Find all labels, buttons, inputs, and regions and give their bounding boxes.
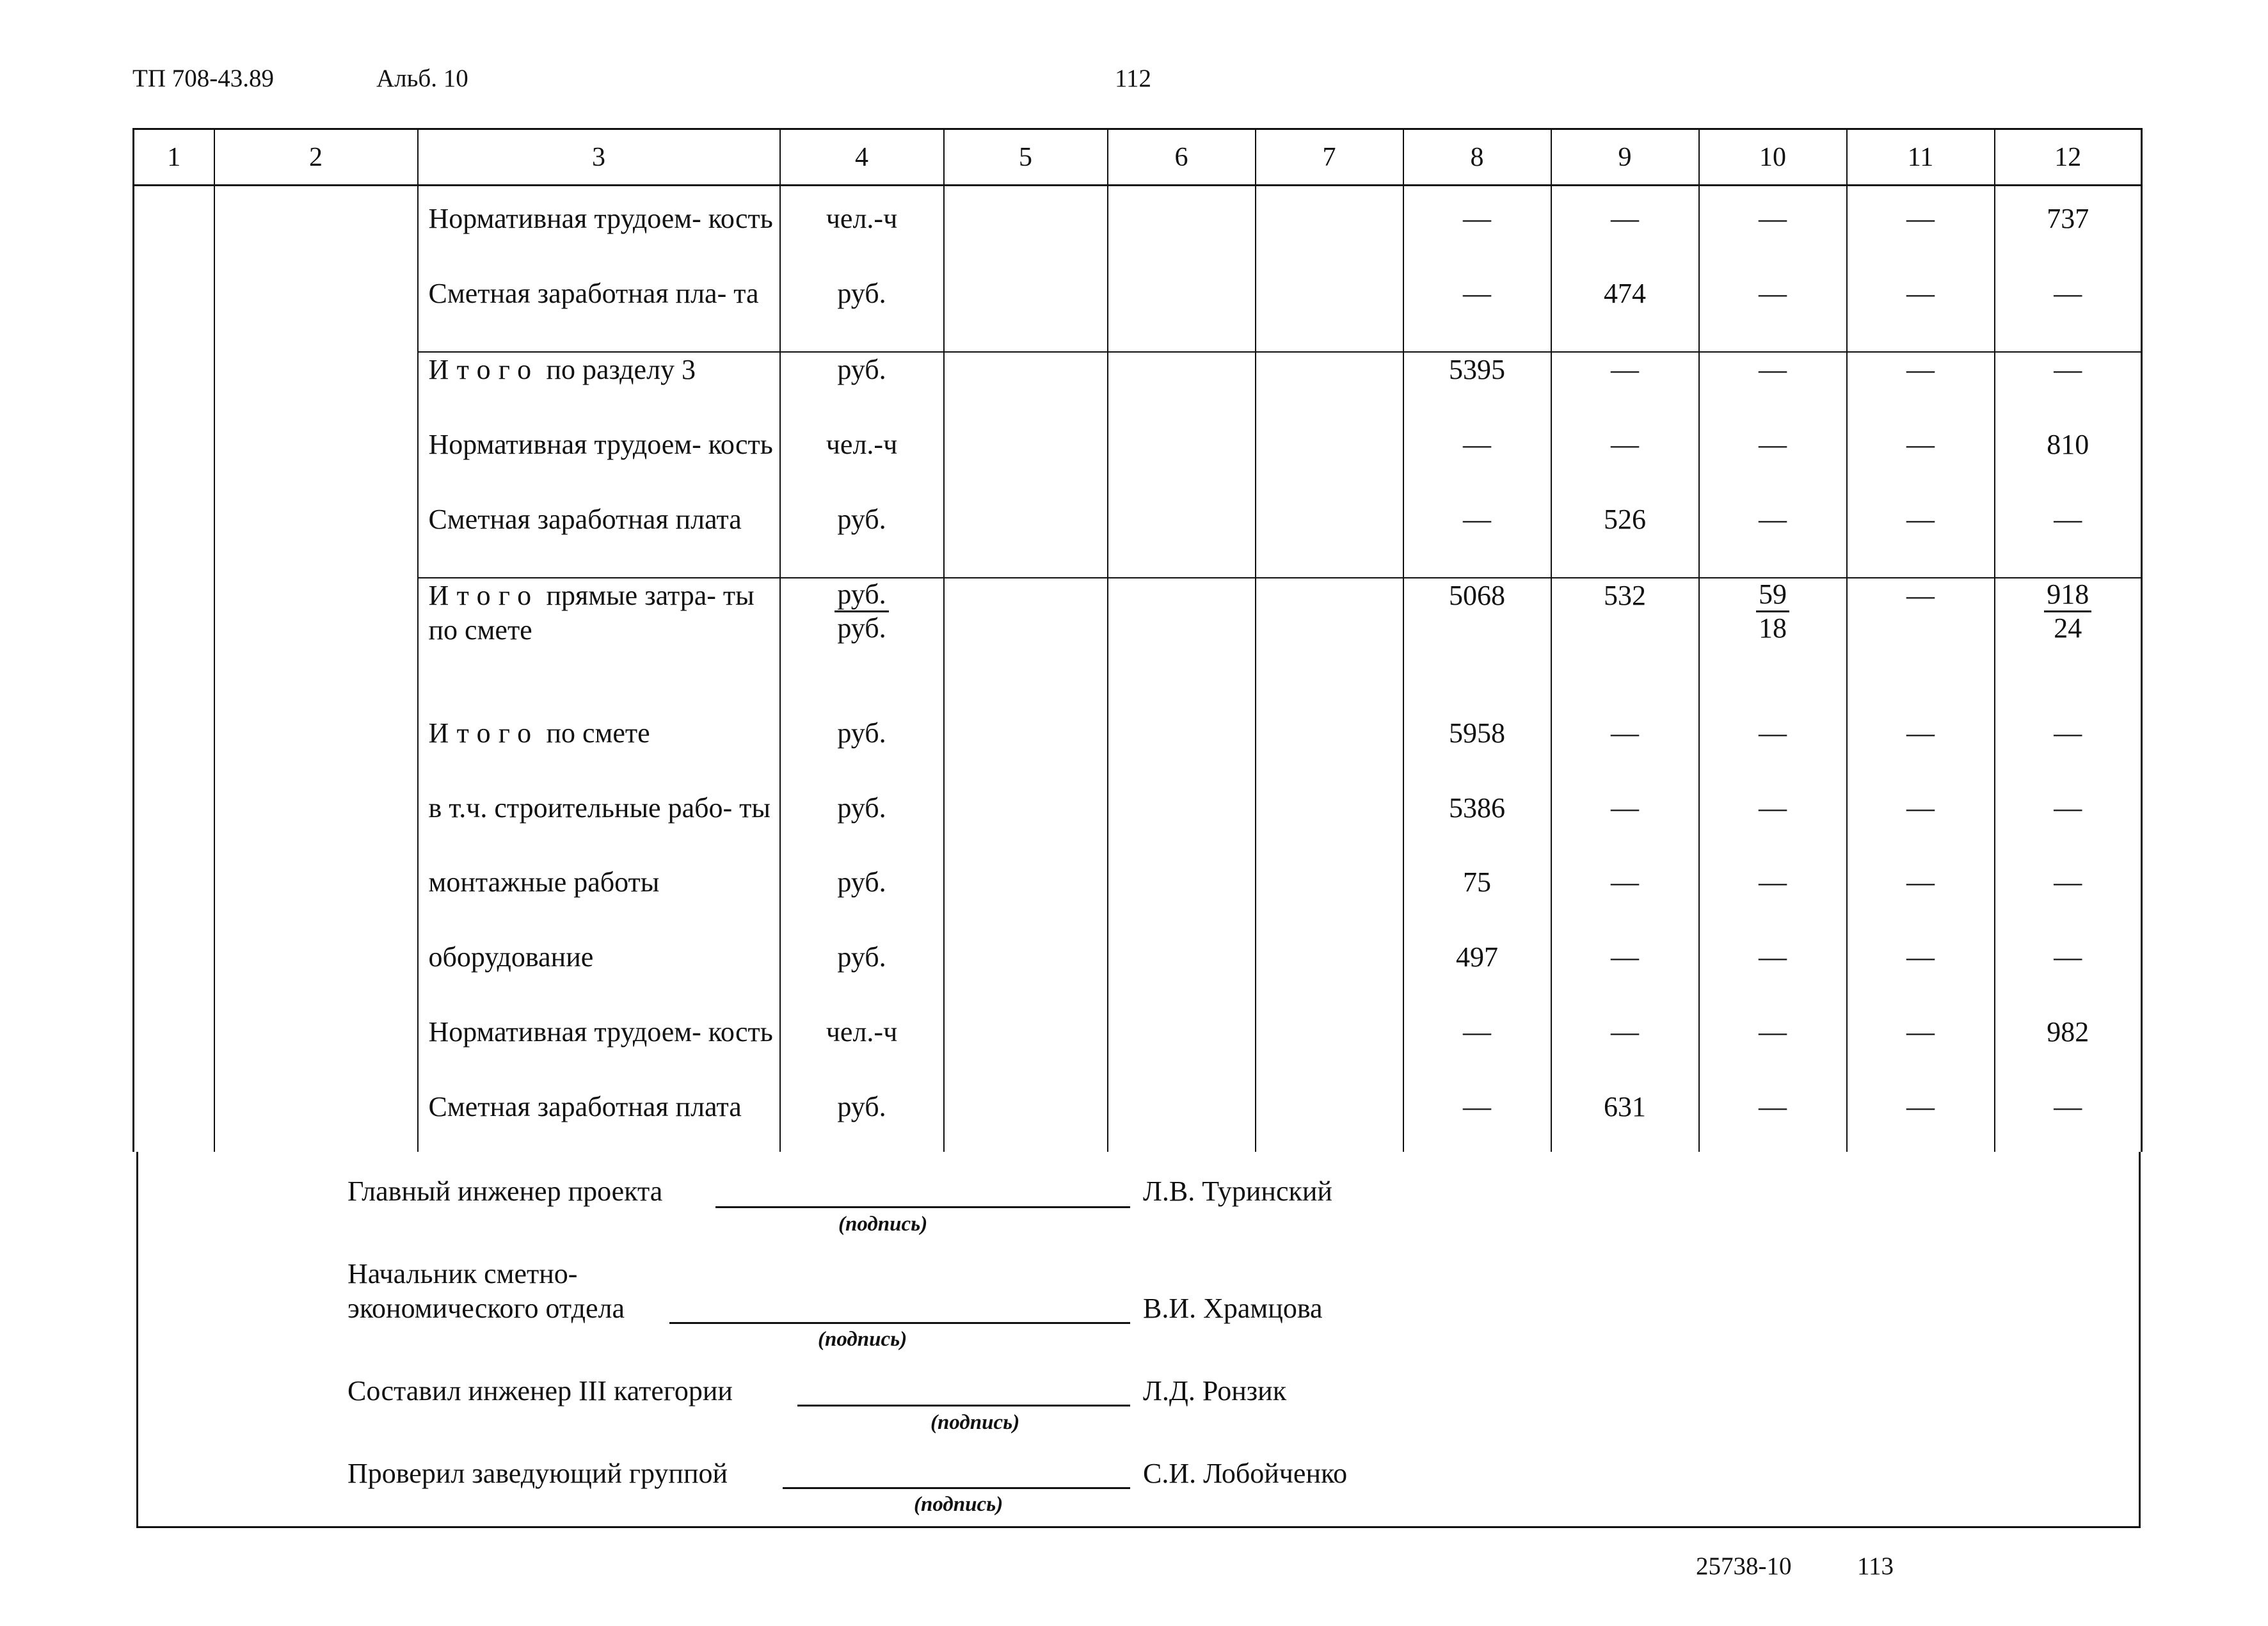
column-header: 6 xyxy=(1108,129,1256,186)
item-name: Сметная заработная плата xyxy=(418,1090,780,1152)
item-unit: чел.-ч xyxy=(780,427,944,490)
cell-col10: — xyxy=(1699,791,1847,853)
signature-person: Л.Д. Ронзик xyxy=(1143,1375,1287,1407)
signature-role: Составил инженер III категории xyxy=(347,1375,733,1407)
item-name: Итого по разделу 3 xyxy=(418,352,780,415)
cell-col8: 5068 xyxy=(1403,578,1551,703)
cell-col11: — xyxy=(1847,202,1995,264)
footer-page-number: 113 xyxy=(1857,1552,1894,1580)
signature-role: Начальник сметно- xyxy=(347,1258,578,1289)
cell-col9: — xyxy=(1551,716,1699,778)
cell-col9: — xyxy=(1551,1015,1699,1077)
cell-col9: 631 xyxy=(1551,1090,1699,1152)
item-name: Итого прямые затра- ты по смете xyxy=(418,578,780,703)
table-row-section-total xyxy=(134,352,2142,415)
total-label: Итого xyxy=(428,353,539,385)
signature-line xyxy=(783,1487,1130,1489)
cell-col8: — xyxy=(1403,1090,1551,1152)
cell-col11: — xyxy=(1847,276,1995,339)
cell-col12: 982 xyxy=(1995,1015,2142,1077)
item-unit: руб. xyxy=(780,352,944,415)
column-header: 3 xyxy=(418,129,780,186)
cell-col12: — xyxy=(1995,940,2142,1002)
cell-col10: — xyxy=(1699,202,1847,264)
column-header: 12 xyxy=(1995,129,2142,186)
table-row xyxy=(134,276,2142,339)
footer-doc-number: 25738-10 xyxy=(1696,1552,1792,1580)
cell-col8: 5958 xyxy=(1403,716,1551,778)
signature-caption: (подпись) xyxy=(838,1213,928,1236)
signature-line xyxy=(669,1322,1130,1324)
table-row xyxy=(134,427,2142,490)
cell-col11: — xyxy=(1847,502,1995,564)
signature-role: Главный инженер проекта xyxy=(347,1176,663,1207)
cell-col12: 737 xyxy=(1995,202,2142,264)
cell-col12: — xyxy=(1995,502,2142,564)
cell-col12: — xyxy=(1995,1090,2142,1152)
table-row xyxy=(134,1015,2142,1077)
column-header: 11 xyxy=(1847,129,1995,186)
page-number: 112 xyxy=(1115,65,1152,92)
cell-col11: — xyxy=(1847,427,1995,490)
signature-line xyxy=(715,1206,1130,1208)
total-label: Итого xyxy=(428,717,539,749)
column-header: 7 xyxy=(1256,129,1403,186)
signature-person: В.И. Храмцова xyxy=(1143,1293,1323,1324)
table-row xyxy=(134,865,2142,927)
cell-col11: — xyxy=(1847,716,1995,778)
cell-col8: 497 xyxy=(1403,940,1551,1002)
item-unit: руб. xyxy=(780,865,944,927)
column-header: 5 xyxy=(944,129,1108,186)
cell-col11: — xyxy=(1847,578,1995,703)
cell-col10: — xyxy=(1699,1090,1847,1152)
cell-col10: — xyxy=(1699,427,1847,490)
signature-person: С.И. Лобойченко xyxy=(1143,1458,1348,1489)
cell-col11: — xyxy=(1847,865,1995,927)
cell-col12: — xyxy=(1995,791,2142,853)
cell-col8: — xyxy=(1403,276,1551,339)
item-unit: чел.-ч xyxy=(780,1015,944,1077)
item-unit: руб. xyxy=(780,502,944,564)
cell-col10: — xyxy=(1699,502,1847,564)
column-header: 1 xyxy=(134,129,214,186)
cell-col10: — xyxy=(1699,352,1847,415)
item-name: Нормативная трудоем- кость xyxy=(418,202,780,264)
cell-col9: 526 xyxy=(1551,502,1699,564)
table-row-direct-costs xyxy=(134,578,2142,703)
cell-col10: — xyxy=(1699,865,1847,927)
table-row-estimate-total xyxy=(134,716,2142,778)
signature-person: Л.В. Туринский xyxy=(1143,1176,1332,1207)
cell-col8: 5395 xyxy=(1403,352,1551,415)
item-name: монтажные работы xyxy=(418,865,780,927)
column-number-row xyxy=(134,129,2142,186)
column-header: 2 xyxy=(214,129,418,186)
signature-caption: (подпись) xyxy=(818,1328,907,1351)
column-header: 8 xyxy=(1403,129,1551,186)
cell-col9: — xyxy=(1551,865,1699,927)
column-header: 10 xyxy=(1699,129,1847,186)
item-name: Итого по смете xyxy=(418,716,780,778)
item-unit: руб. xyxy=(780,1090,944,1152)
item-name: оборудование xyxy=(418,940,780,1002)
table-row xyxy=(134,791,2142,853)
item-unit: руб. руб. xyxy=(780,578,944,703)
item-name: Нормативная трудоем- кость xyxy=(418,427,780,490)
signature-role: Проверил заведующий группой xyxy=(347,1458,728,1489)
cell-col11: — xyxy=(1847,352,1995,415)
signature-caption: (подпись) xyxy=(930,1411,1020,1434)
column-header: 9 xyxy=(1551,129,1699,186)
cell-col11: — xyxy=(1847,1015,1995,1077)
item-name: в т.ч. строительные рабо- ты xyxy=(418,791,780,853)
cell-col12: — xyxy=(1995,716,2142,778)
estimate-table xyxy=(132,128,2143,1152)
table-row xyxy=(134,1090,2142,1152)
cell-col12: — xyxy=(1995,276,2142,339)
cell-col12: $\frac{918}{24}$ xyxy=(1995,578,2142,703)
cell-col10: $\frac{59}{18}$ xyxy=(1699,578,1847,703)
signature-caption: (подпись) xyxy=(914,1493,1003,1516)
table-row xyxy=(134,202,2142,264)
cell-col9: 532 xyxy=(1551,578,1699,703)
item-unit: чел.-ч xyxy=(780,202,944,264)
cell-col9: — xyxy=(1551,202,1699,264)
cell-col11: — xyxy=(1847,940,1995,1002)
cell-col9: — xyxy=(1551,427,1699,490)
cell-col9: — xyxy=(1551,940,1699,1002)
cell-col10: — xyxy=(1699,276,1847,339)
item-unit: руб. xyxy=(780,940,944,1002)
cell-col9: 474 xyxy=(1551,276,1699,339)
item-unit: руб. xyxy=(780,791,944,853)
cell-col8: — xyxy=(1403,502,1551,564)
cell-col8: — xyxy=(1403,427,1551,490)
document-code: ТП 708-43.89 xyxy=(132,65,274,92)
cell-col9: — xyxy=(1551,352,1699,415)
cell-col9: — xyxy=(1551,791,1699,853)
total-label: Итого xyxy=(428,580,539,612)
signature-line xyxy=(797,1405,1130,1407)
cell-col12: — xyxy=(1995,352,2142,415)
cell-col11: — xyxy=(1847,1090,1995,1152)
table-row xyxy=(134,940,2142,1002)
item-name: Сметная заработная пла- та xyxy=(418,276,780,339)
cell-col10: — xyxy=(1699,940,1847,1002)
cell-col11: — xyxy=(1847,791,1995,853)
item-unit: руб. xyxy=(780,716,944,778)
cell-col12: 810 xyxy=(1995,427,2142,490)
cell-col10: — xyxy=(1699,1015,1847,1077)
cell-col8: — xyxy=(1403,1015,1551,1077)
cell-col10: — xyxy=(1699,716,1847,778)
item-name: Сметная заработная плата xyxy=(418,502,780,564)
item-name: Нормативная трудоем- кость xyxy=(418,1015,780,1077)
table-row xyxy=(134,502,2142,564)
column-header: 4 xyxy=(780,129,944,186)
item-unit: руб. xyxy=(780,276,944,339)
cell-col12: — xyxy=(1995,865,2142,927)
album-label: Альб. 10 xyxy=(376,65,468,92)
cell-col8: 75 xyxy=(1403,865,1551,927)
signature-role: экономического отдела xyxy=(347,1293,625,1324)
cell-col8: — xyxy=(1403,202,1551,264)
cell-col8: 5386 xyxy=(1403,791,1551,853)
